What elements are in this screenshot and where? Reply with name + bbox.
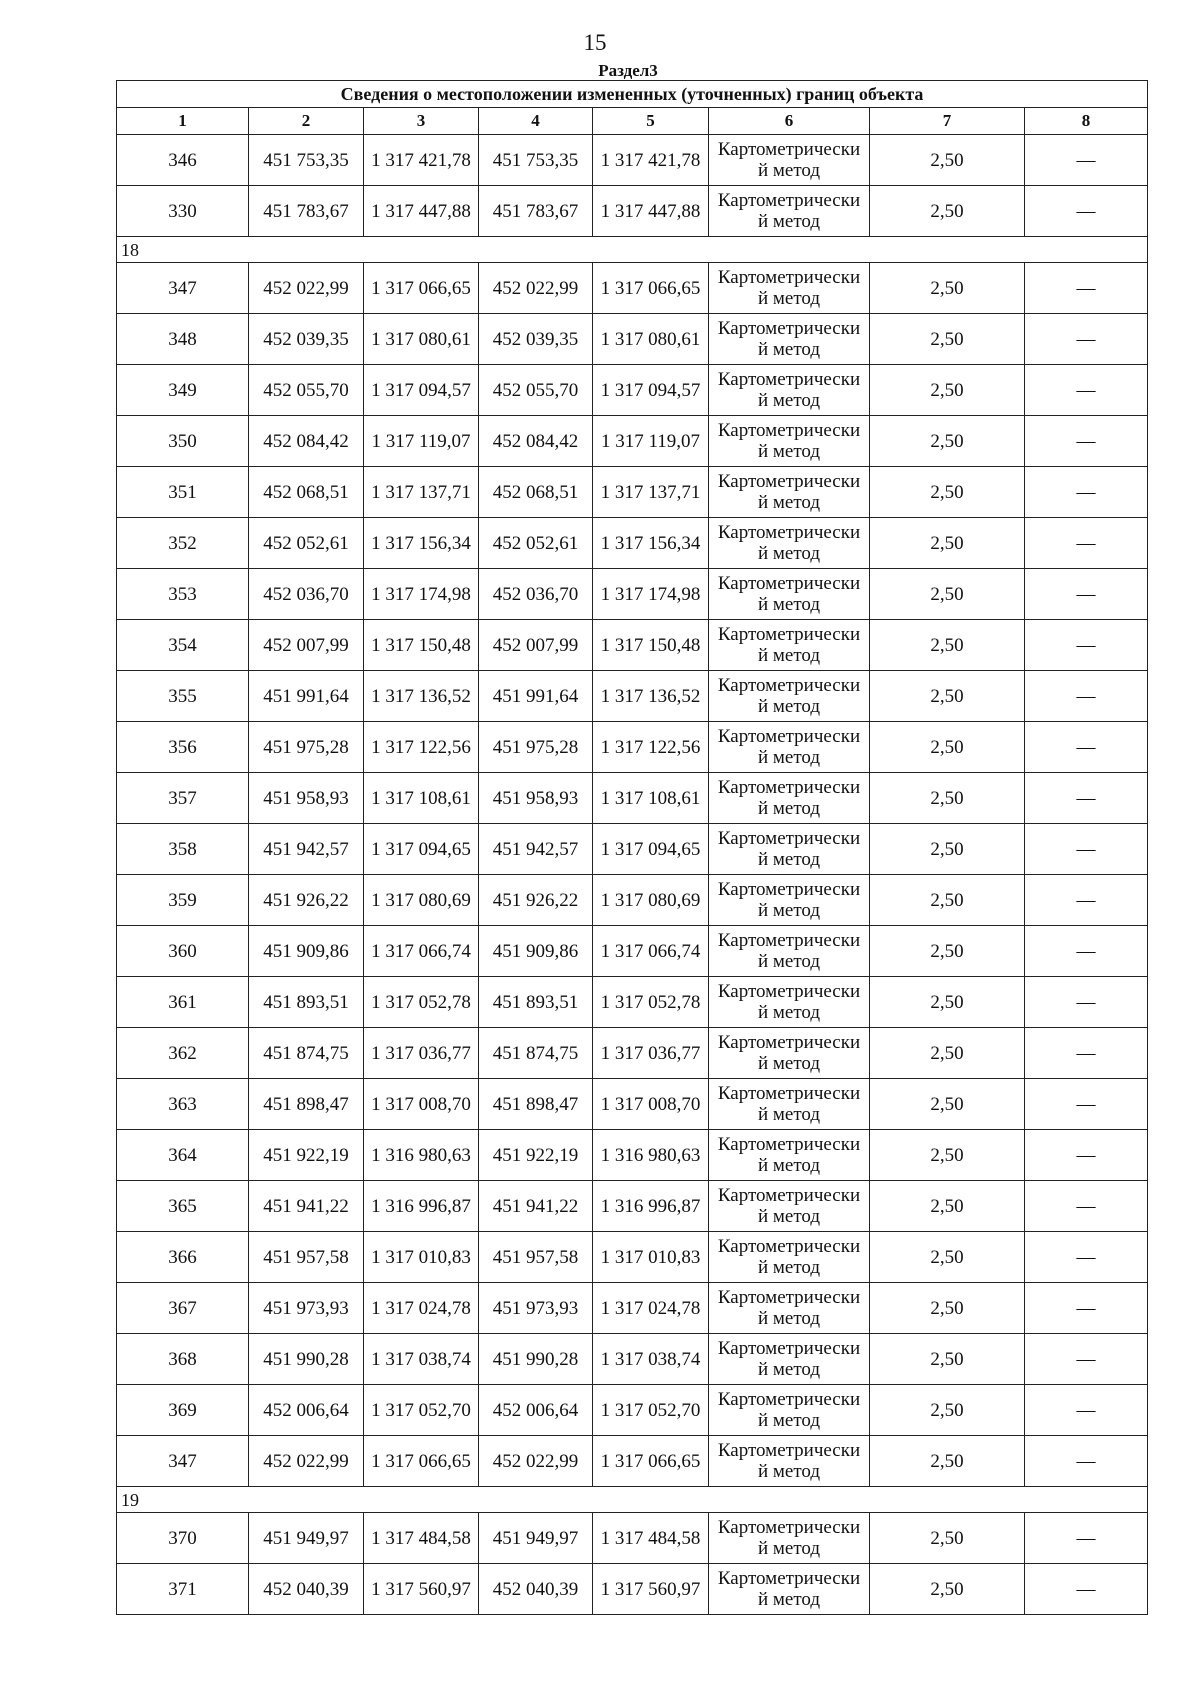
table-row xyxy=(117,977,1148,1028)
x-existing-cell: 452 055,70 xyxy=(249,365,364,416)
x-existing-cell: 451 957,58 xyxy=(249,1232,364,1283)
precision-cell: 2,50 xyxy=(870,1079,1025,1130)
y-existing-cell: 1 317 094,65 xyxy=(364,824,479,875)
precision-cell: 2,50 xyxy=(870,186,1025,237)
method-cell: Картометрически й метод xyxy=(709,186,870,237)
y-existing-cell: 1 317 052,70 xyxy=(364,1385,479,1436)
method-cell: Картометрически й метод xyxy=(709,773,870,824)
y-new-cell: 1 317 008,70 xyxy=(593,1079,709,1130)
precision-cell: 2,50 xyxy=(870,824,1025,875)
description-cell: — xyxy=(1025,467,1148,518)
point-number-cell: 364 xyxy=(117,1130,249,1181)
description-cell: — xyxy=(1025,875,1148,926)
x-new-cell: 451 909,86 xyxy=(479,926,593,977)
x-new-cell: 451 949,97 xyxy=(479,1513,593,1564)
x-new-cell: 451 942,57 xyxy=(479,824,593,875)
point-number-cell: 346 xyxy=(117,135,249,186)
point-number-cell: 351 xyxy=(117,467,249,518)
y-new-cell: 1 317 080,61 xyxy=(593,314,709,365)
description-cell: — xyxy=(1025,1385,1148,1436)
y-existing-cell: 1 317 119,07 xyxy=(364,416,479,467)
description-cell: — xyxy=(1025,1028,1148,1079)
precision-cell: 2,50 xyxy=(870,722,1025,773)
y-existing-cell: 1 317 137,71 xyxy=(364,467,479,518)
y-existing-cell: 1 317 010,83 xyxy=(364,1232,479,1283)
precision-cell: 2,50 xyxy=(870,1181,1025,1232)
table-row xyxy=(117,135,1148,186)
description-cell: — xyxy=(1025,1513,1148,1564)
method-cell: Картометрически й метод xyxy=(709,1283,870,1334)
y-existing-cell: 1 317 122,56 xyxy=(364,722,479,773)
x-new-cell: 451 783,67 xyxy=(479,186,593,237)
precision-cell: 2,50 xyxy=(870,263,1025,314)
x-existing-cell: 451 973,93 xyxy=(249,1283,364,1334)
point-number-cell: 348 xyxy=(117,314,249,365)
y-existing-cell: 1 317 174,98 xyxy=(364,569,479,620)
y-new-cell: 1 317 119,07 xyxy=(593,416,709,467)
y-existing-cell: 1 317 036,77 xyxy=(364,1028,479,1079)
method-cell: Картометрически й метод xyxy=(709,671,870,722)
point-number-cell: 369 xyxy=(117,1385,249,1436)
y-new-cell: 1 317 094,65 xyxy=(593,824,709,875)
method-cell: Картометрически й метод xyxy=(709,416,870,467)
column-number-header: 5 xyxy=(593,108,709,135)
column-number-header: 1 xyxy=(117,108,249,135)
column-number-header: 2 xyxy=(249,108,364,135)
y-new-cell: 1 317 010,83 xyxy=(593,1232,709,1283)
y-existing-cell: 1 317 447,88 xyxy=(364,186,479,237)
y-existing-cell: 1 317 038,74 xyxy=(364,1334,479,1385)
description-cell: — xyxy=(1025,135,1148,186)
table-row xyxy=(117,1564,1148,1615)
y-new-cell: 1 317 066,65 xyxy=(593,263,709,314)
method-cell: Картометрически й метод xyxy=(709,1334,870,1385)
y-new-cell: 1 317 137,71 xyxy=(593,467,709,518)
x-existing-cell: 451 874,75 xyxy=(249,1028,364,1079)
precision-cell: 2,50 xyxy=(870,518,1025,569)
x-new-cell: 451 958,93 xyxy=(479,773,593,824)
column-number-header: 7 xyxy=(870,108,1025,135)
method-cell: Картометрически й метод xyxy=(709,926,870,977)
y-existing-cell: 1 317 136,52 xyxy=(364,671,479,722)
y-existing-cell: 1 317 024,78 xyxy=(364,1283,479,1334)
x-existing-cell: 452 036,70 xyxy=(249,569,364,620)
precision-cell: 2,50 xyxy=(870,1334,1025,1385)
method-cell: Картометрически й метод xyxy=(709,1130,870,1181)
y-existing-cell: 1 316 996,87 xyxy=(364,1181,479,1232)
precision-cell: 2,50 xyxy=(870,365,1025,416)
method-cell: Картометрически й метод xyxy=(709,135,870,186)
y-existing-cell: 1 317 052,78 xyxy=(364,977,479,1028)
y-existing-cell: 1 317 080,69 xyxy=(364,875,479,926)
x-existing-cell: 451 958,93 xyxy=(249,773,364,824)
y-existing-cell: 1 317 066,65 xyxy=(364,1436,479,1487)
point-number-cell: 365 xyxy=(117,1181,249,1232)
precision-cell: 2,50 xyxy=(870,1564,1025,1615)
table-row xyxy=(117,1436,1148,1487)
table-row xyxy=(117,314,1148,365)
description-cell: — xyxy=(1025,620,1148,671)
x-new-cell: 451 973,93 xyxy=(479,1283,593,1334)
table-row xyxy=(117,1079,1148,1130)
description-cell: — xyxy=(1025,1130,1148,1181)
point-number-cell: 367 xyxy=(117,1283,249,1334)
table-row xyxy=(117,518,1148,569)
x-existing-cell: 452 022,99 xyxy=(249,263,364,314)
y-existing-cell: 1 317 008,70 xyxy=(364,1079,479,1130)
x-new-cell: 451 926,22 xyxy=(479,875,593,926)
y-existing-cell: 1 317 080,61 xyxy=(364,314,479,365)
x-existing-cell: 452 084,42 xyxy=(249,416,364,467)
column-number-header: 4 xyxy=(479,108,593,135)
method-cell: Картометрически й метод xyxy=(709,977,870,1028)
precision-cell: 2,50 xyxy=(870,416,1025,467)
method-cell: Картометрически й метод xyxy=(709,518,870,569)
y-new-cell: 1 317 080,69 xyxy=(593,875,709,926)
precision-cell: 2,50 xyxy=(870,875,1025,926)
table-row xyxy=(117,1385,1148,1436)
method-cell: Картометрически й метод xyxy=(709,365,870,416)
x-existing-cell: 452 068,51 xyxy=(249,467,364,518)
x-existing-cell: 451 926,22 xyxy=(249,875,364,926)
description-cell: — xyxy=(1025,1079,1148,1130)
y-new-cell: 1 317 052,78 xyxy=(593,977,709,1028)
description-cell: — xyxy=(1025,518,1148,569)
y-existing-cell: 1 317 421,78 xyxy=(364,135,479,186)
point-number-cell: 356 xyxy=(117,722,249,773)
y-new-cell: 1 317 122,56 xyxy=(593,722,709,773)
description-cell: — xyxy=(1025,1564,1148,1615)
precision-cell: 2,50 xyxy=(870,1385,1025,1436)
description-cell: — xyxy=(1025,671,1148,722)
table-row xyxy=(117,1232,1148,1283)
table-row xyxy=(117,569,1148,620)
x-new-cell: 452 022,99 xyxy=(479,1436,593,1487)
point-number-cell: 368 xyxy=(117,1334,249,1385)
point-number-cell: 359 xyxy=(117,875,249,926)
point-number-cell: 357 xyxy=(117,773,249,824)
table-row xyxy=(117,722,1148,773)
y-existing-cell: 1 316 980,63 xyxy=(364,1130,479,1181)
precision-cell: 2,50 xyxy=(870,1028,1025,1079)
x-new-cell: 451 893,51 xyxy=(479,977,593,1028)
y-new-cell: 1 317 036,77 xyxy=(593,1028,709,1079)
description-cell: — xyxy=(1025,722,1148,773)
point-number-cell: 349 xyxy=(117,365,249,416)
y-existing-cell: 1 317 150,48 xyxy=(364,620,479,671)
x-existing-cell: 451 922,19 xyxy=(249,1130,364,1181)
table-row xyxy=(117,1334,1148,1385)
x-existing-cell: 451 893,51 xyxy=(249,977,364,1028)
x-existing-cell: 451 941,22 xyxy=(249,1181,364,1232)
precision-cell: 2,50 xyxy=(870,926,1025,977)
x-existing-cell: 452 039,35 xyxy=(249,314,364,365)
method-cell: Картометрически й метод xyxy=(709,722,870,773)
point-number-cell: 371 xyxy=(117,1564,249,1615)
column-number-header: 8 xyxy=(1025,108,1148,135)
y-new-cell: 1 317 421,78 xyxy=(593,135,709,186)
point-number-cell: 350 xyxy=(117,416,249,467)
x-new-cell: 452 040,39 xyxy=(479,1564,593,1615)
precision-cell: 2,50 xyxy=(870,1283,1025,1334)
contour-group-label: 18 xyxy=(117,237,1148,263)
x-new-cell: 451 898,47 xyxy=(479,1079,593,1130)
precision-cell: 2,50 xyxy=(870,671,1025,722)
x-new-cell: 451 975,28 xyxy=(479,722,593,773)
table-title-row xyxy=(117,81,1148,108)
y-new-cell: 1 317 094,57 xyxy=(593,365,709,416)
point-number-cell: 361 xyxy=(117,977,249,1028)
table-title: Сведения о местоположении измененных (уточненных) границ объекта xyxy=(117,81,1148,108)
precision-cell: 2,50 xyxy=(870,314,1025,365)
precision-cell: 2,50 xyxy=(870,1513,1025,1564)
method-cell: Картометрически й метод xyxy=(709,1385,870,1436)
section-heading: Раздел3 xyxy=(598,61,658,80)
x-existing-cell: 451 975,28 xyxy=(249,722,364,773)
contour-group-row xyxy=(117,237,1148,263)
x-existing-cell: 451 942,57 xyxy=(249,824,364,875)
table-row xyxy=(117,263,1148,314)
y-existing-cell: 1 317 066,65 xyxy=(364,263,479,314)
y-existing-cell: 1 317 094,57 xyxy=(364,365,479,416)
description-cell: — xyxy=(1025,1283,1148,1334)
y-existing-cell: 1 317 108,61 xyxy=(364,773,479,824)
x-new-cell: 452 036,70 xyxy=(479,569,593,620)
point-number-cell: 330 xyxy=(117,186,249,237)
x-new-cell: 452 007,99 xyxy=(479,620,593,671)
method-cell: Картометрически й метод xyxy=(709,314,870,365)
precision-cell: 2,50 xyxy=(870,135,1025,186)
y-existing-cell: 1 317 156,34 xyxy=(364,518,479,569)
method-cell: Картометрически й метод xyxy=(709,467,870,518)
x-existing-cell: 452 006,64 xyxy=(249,1385,364,1436)
x-new-cell: 452 084,42 xyxy=(479,416,593,467)
table-row xyxy=(117,1513,1148,1564)
precision-cell: 2,50 xyxy=(870,467,1025,518)
x-existing-cell: 452 022,99 xyxy=(249,1436,364,1487)
x-existing-cell: 451 949,97 xyxy=(249,1513,364,1564)
point-number-cell: 358 xyxy=(117,824,249,875)
y-new-cell: 1 317 560,97 xyxy=(593,1564,709,1615)
point-number-cell: 363 xyxy=(117,1079,249,1130)
y-new-cell: 1 316 996,87 xyxy=(593,1181,709,1232)
y-new-cell: 1 317 136,52 xyxy=(593,671,709,722)
method-cell: Картометрически й метод xyxy=(709,1181,870,1232)
x-new-cell: 451 991,64 xyxy=(479,671,593,722)
page-number: 15 xyxy=(583,30,607,55)
description-cell: — xyxy=(1025,569,1148,620)
precision-cell: 2,50 xyxy=(870,1436,1025,1487)
x-existing-cell: 451 909,86 xyxy=(249,926,364,977)
description-cell: — xyxy=(1025,1334,1148,1385)
table-row xyxy=(117,1181,1148,1232)
point-number-cell: 366 xyxy=(117,1232,249,1283)
method-cell: Картометрически й метод xyxy=(709,824,870,875)
table-row xyxy=(117,1283,1148,1334)
x-existing-cell: 452 040,39 xyxy=(249,1564,364,1615)
table-row xyxy=(117,467,1148,518)
point-number-cell: 360 xyxy=(117,926,249,977)
column-number-row xyxy=(117,108,1148,135)
point-number-cell: 362 xyxy=(117,1028,249,1079)
description-cell: — xyxy=(1025,186,1148,237)
y-existing-cell: 1 317 560,97 xyxy=(364,1564,479,1615)
precision-cell: 2,50 xyxy=(870,620,1025,671)
x-new-cell: 451 874,75 xyxy=(479,1028,593,1079)
description-cell: — xyxy=(1025,1181,1148,1232)
x-new-cell: 452 039,35 xyxy=(479,314,593,365)
table-row xyxy=(117,1028,1148,1079)
point-number-cell: 355 xyxy=(117,671,249,722)
description-cell: — xyxy=(1025,926,1148,977)
y-existing-cell: 1 317 484,58 xyxy=(364,1513,479,1564)
x-new-cell: 452 022,99 xyxy=(479,263,593,314)
column-number-header: 6 xyxy=(709,108,870,135)
description-cell: — xyxy=(1025,824,1148,875)
y-new-cell: 1 317 066,74 xyxy=(593,926,709,977)
method-cell: Картометрически й метод xyxy=(709,1232,870,1283)
x-new-cell: 451 957,58 xyxy=(479,1232,593,1283)
x-existing-cell: 451 898,47 xyxy=(249,1079,364,1130)
column-number-header: 3 xyxy=(364,108,479,135)
point-number-cell: 347 xyxy=(117,1436,249,1487)
table-row xyxy=(117,875,1148,926)
method-cell: Картометрически й метод xyxy=(709,620,870,671)
x-new-cell: 451 990,28 xyxy=(479,1334,593,1385)
y-existing-cell: 1 317 066,74 xyxy=(364,926,479,977)
method-cell: Картометрически й метод xyxy=(709,1079,870,1130)
method-cell: Картометрически й метод xyxy=(709,875,870,926)
contour-group-label: 19 xyxy=(117,1487,1148,1513)
x-existing-cell: 452 007,99 xyxy=(249,620,364,671)
x-existing-cell: 451 991,64 xyxy=(249,671,364,722)
precision-cell: 2,50 xyxy=(870,1130,1025,1181)
method-cell: Картометрически й метод xyxy=(709,1564,870,1615)
table-row xyxy=(117,824,1148,875)
x-new-cell: 452 006,64 xyxy=(479,1385,593,1436)
precision-cell: 2,50 xyxy=(870,977,1025,1028)
y-new-cell: 1 317 447,88 xyxy=(593,186,709,237)
coordinates-table xyxy=(116,80,1148,1615)
description-cell: — xyxy=(1025,977,1148,1028)
point-number-cell: 352 xyxy=(117,518,249,569)
description-cell: — xyxy=(1025,263,1148,314)
x-existing-cell: 451 990,28 xyxy=(249,1334,364,1385)
y-new-cell: 1 317 484,58 xyxy=(593,1513,709,1564)
contour-group-row xyxy=(117,1487,1148,1513)
method-cell: Картометрически й метод xyxy=(709,1028,870,1079)
table-row xyxy=(117,416,1148,467)
x-new-cell: 451 941,22 xyxy=(479,1181,593,1232)
table-row xyxy=(117,365,1148,416)
table-row xyxy=(117,773,1148,824)
x-new-cell: 451 922,19 xyxy=(479,1130,593,1181)
y-new-cell: 1 316 980,63 xyxy=(593,1130,709,1181)
y-new-cell: 1 317 066,65 xyxy=(593,1436,709,1487)
point-number-cell: 354 xyxy=(117,620,249,671)
y-new-cell: 1 317 156,34 xyxy=(593,518,709,569)
precision-cell: 2,50 xyxy=(870,569,1025,620)
table-row xyxy=(117,671,1148,722)
y-new-cell: 1 317 108,61 xyxy=(593,773,709,824)
method-cell: Картометрически й метод xyxy=(709,1436,870,1487)
description-cell: — xyxy=(1025,365,1148,416)
y-new-cell: 1 317 174,98 xyxy=(593,569,709,620)
description-cell: — xyxy=(1025,314,1148,365)
y-new-cell: 1 317 038,74 xyxy=(593,1334,709,1385)
method-cell: Картометрически й метод xyxy=(709,263,870,314)
precision-cell: 2,50 xyxy=(870,1232,1025,1283)
precision-cell: 2,50 xyxy=(870,773,1025,824)
description-cell: — xyxy=(1025,773,1148,824)
x-existing-cell: 452 052,61 xyxy=(249,518,364,569)
x-new-cell: 451 753,35 xyxy=(479,135,593,186)
description-cell: — xyxy=(1025,1436,1148,1487)
y-new-cell: 1 317 052,70 xyxy=(593,1385,709,1436)
description-cell: — xyxy=(1025,416,1148,467)
method-cell: Картометрически й метод xyxy=(709,569,870,620)
x-existing-cell: 451 783,67 xyxy=(249,186,364,237)
x-new-cell: 452 068,51 xyxy=(479,467,593,518)
y-new-cell: 1 317 150,48 xyxy=(593,620,709,671)
table-row xyxy=(117,926,1148,977)
x-new-cell: 452 055,70 xyxy=(479,365,593,416)
point-number-cell: 353 xyxy=(117,569,249,620)
x-new-cell: 452 052,61 xyxy=(479,518,593,569)
table-row xyxy=(117,186,1148,237)
point-number-cell: 370 xyxy=(117,1513,249,1564)
y-new-cell: 1 317 024,78 xyxy=(593,1283,709,1334)
description-cell: — xyxy=(1025,1232,1148,1283)
table-row xyxy=(117,620,1148,671)
table-row xyxy=(117,1130,1148,1181)
x-existing-cell: 451 753,35 xyxy=(249,135,364,186)
method-cell: Картометрически й метод xyxy=(709,1513,870,1564)
point-number-cell: 347 xyxy=(117,263,249,314)
